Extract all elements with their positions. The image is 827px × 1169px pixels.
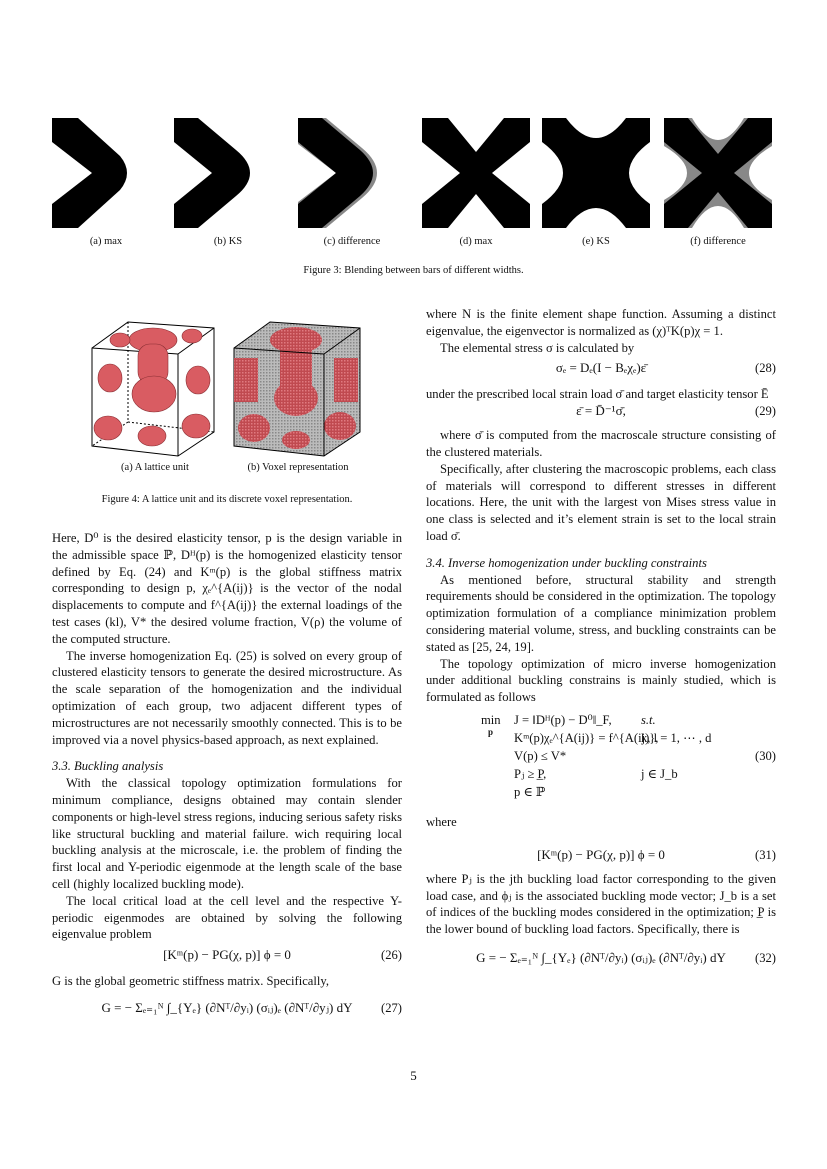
right-paragraph-2: The elemental stress σ is calculated by [440, 340, 635, 355]
right-paragraph-3: under the prescribed local strain load σ̄ and target elasticity tensor Ē [426, 387, 769, 402]
figure-4-caption: Figure 4: A lattice unit and its discrete voxel representation. [101, 494, 353, 505]
chevron-ks-image [174, 118, 282, 228]
equation-32-number: (32) [755, 950, 776, 965]
left-paragraph-1: Here, D⁰ is the desired elasticity tensor, p is the design variable in the admissible space ℙ, Dᴴ(p) is the homogenized elasticity tensor defined by Eq. (24) and Kᵐ(p) is the global stiffness matrix corresponding to design p, χₑ^{A(ij)} is the vector of the nodal displacements to compute and f^{A(ij)} the external loadings of the test cases (kl), V* the desired volume fraction, V(ρ) the volume of the computed structure. [52, 531, 402, 646]
equation-29 [426, 403, 776, 427]
equation-28 [426, 356, 776, 386]
equation-30-line-5: p ∈ ℙ [514, 784, 546, 799]
subcaption-e: (e) KS [582, 236, 610, 247]
left-column [52, 530, 402, 1030]
equation-30-line-1: J = ‖Dᴴ(p) − D⁰‖_F, [514, 712, 612, 727]
equation-26 [52, 943, 402, 973]
equation-27 [52, 990, 402, 1030]
equation-32 [426, 938, 776, 978]
right-paragraph-1: where N is the finite element shape function. Assuming a distinct eigenvalue, the eigenvector is normalized as (χ)ᵀK(p)χ = 1. [426, 307, 776, 338]
chevron-max-image [52, 118, 160, 228]
left-paragraph-4: The local critical load at the cell level and the respective Y-periodic eigenmodes are obtained by solving the following eigenvalue problem [52, 893, 402, 942]
right-column [426, 306, 776, 978]
left-paragraph-3: With the classical topology optimization formulations for minimum compliance, designs obtained may contain slender components or high-level stress regions, inducing serious safety risks like structural buckling and material failure. wich requiring local buckling analysis at the microscale, i.e. the problem of finding the first local and Y-periodic eigenmode at the length scale of the base cell (highly localized buckling mode). [52, 776, 402, 891]
equation-31 [426, 837, 776, 871]
subcaption-b: (b) KS [213, 236, 243, 247]
equation-30-number: (30) [755, 748, 776, 763]
subcaption-voxel: (b) Voxel representation [247, 462, 349, 473]
equation-30-min: min [481, 712, 501, 727]
right-paragraph-6: As mentioned before, structural stability and strength requirements should be considered in the optimization. The topology optimization formulation of a compliance minimization problem considering material volume, stress, and buckling constraints can be stated as [25, 24, 19]. [426, 572, 776, 654]
section-3-4-heading: 3.4. Inverse homogenization under buckling constraints [426, 555, 707, 570]
equation-27-body: G = − Σₑ₌₁ᴺ ∫_{Yₑ} (∂Nᵀ/∂yᵢ) (σᵢⱼ)ₑ (∂Nᵀ/∂yⱼ) dY [101, 999, 353, 1015]
right-paragraph-7: The topology optimization of micro inverse homogenization under additional buckling constrains is mainly studied, which is formulated as follows [426, 656, 776, 705]
left-paragraph-5: G is the global geometric stiffness matrix. Specifically, [52, 974, 329, 989]
equation-30-var: p [488, 726, 494, 737]
equation-27-number: (27) [381, 1000, 402, 1015]
equation-28-number: (28) [755, 361, 776, 376]
chevron-difference-image [298, 118, 406, 228]
subcaption-a: (a) max [89, 236, 123, 247]
equation-28-body: σₑ = Dₑ(I − Bₑχₑ)ε̄ [555, 360, 647, 376]
lattice-unit-image [88, 318, 218, 458]
cross-difference-image [664, 118, 772, 228]
right-paragraph-9: where Pⱼ is the jth buckling load factor corresponding to the given load case, and ϕⱼ is the associated buckling mode vector; J_b is a set of indices of the buckling modes considered in the optimization; P̲ is the lower bound of buckling load factors. Specifically, there is [426, 871, 776, 937]
figure-3 [52, 118, 774, 233]
equation-29-body: ε̄ = D̄⁻¹σ̄, [576, 403, 626, 419]
right-paragraph-8: where [426, 814, 457, 829]
figure-3-caption: Figure 3: Blending between bars of different widths. [303, 265, 524, 276]
subcaption-lattice: (a) A lattice unit [121, 462, 189, 473]
subcaption-c: (c) difference [323, 236, 381, 247]
equation-32-body: G = − Σₑ₌₁ᴺ ∫_{Yₑ} (∂Nᵀ/∂yᵢ) (σᵢⱼ)ₑ (∂Nᵀ/∂yᵢ) dY [476, 949, 726, 965]
equation-30-line-2: Kᵐ(p)χₑ^{A(ij)} = f^{A(ij)}, [514, 730, 659, 745]
right-paragraph-5: Specifically, after clustering the macroscopic problems, each class of materials will correspond to different stresses in different locations. Here, the unit with the largest von Mises stress value in one class is selected and it’s element strain is set to the local strain load σ̄. [426, 461, 776, 543]
equation-26-number: (26) [381, 948, 402, 963]
left-paragraph-2: The inverse homogenization Eq. (25) is solved on every group of clustered elasticity tensors to generate the desired microstructure. As the scale separation of the homogenization and the individual optimization of each group, two adjacent different types of microstructures are not necessarily smoothly connected. This is to be improved via a novel physics-based approach, as next explained. [52, 648, 402, 747]
cross-ks-image [542, 118, 650, 228]
page-number: 5 [410, 1068, 417, 1083]
subcaption-f: (f) difference [690, 236, 746, 247]
section-3-3-heading: 3.3. Buckling analysis [52, 759, 164, 774]
equation-31-number: (31) [755, 847, 776, 862]
cross-max-image [422, 118, 530, 228]
voxel-representation-image [230, 318, 364, 458]
equation-26-body: [Kᵐ(p) − PG(χ, p)] ϕ = 0 [163, 947, 291, 963]
equation-31-body: [Kᵐ(p) − PG(χ, p)] ϕ = 0 [537, 846, 665, 862]
subcaption-d: (d) max [459, 236, 493, 247]
right-paragraph-4: where σ̄ is computed from the macroscale structure consisting of the clustered materials. [426, 428, 776, 459]
equation-30-st: s.t. [641, 712, 656, 727]
equation-30-line-4: Pⱼ ≥ P̲, [514, 766, 547, 781]
equation-30-line-4-index: j ∈ J_b [641, 766, 678, 781]
equation-30-line-3: V(p) ≤ V* [514, 748, 567, 763]
equation-30 [426, 710, 776, 808]
equation-29-number: (29) [755, 404, 776, 419]
equation-30-line-2-range: k, l = 1, ⋯ , d [641, 730, 712, 745]
